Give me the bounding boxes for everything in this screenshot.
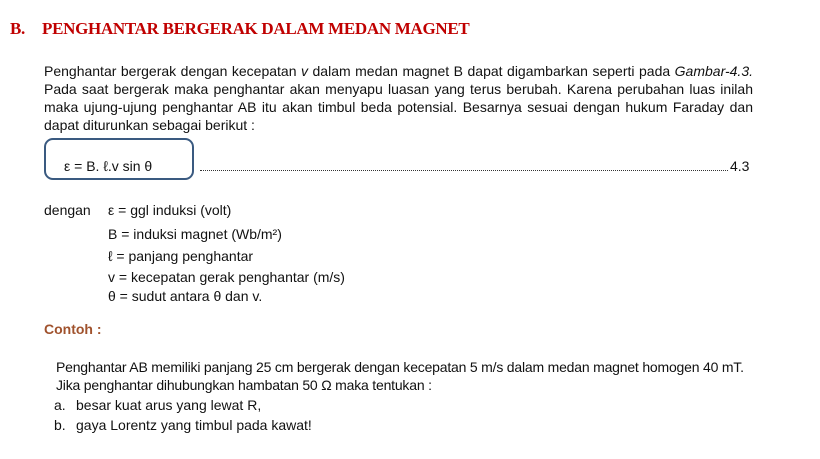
intro-text-1: Penghantar bergerak dengan kecepatan [44, 63, 301, 79]
section-title: PENGHANTAR BERGERAK DALAM MEDAN MAGNET [42, 19, 470, 38]
example-item-a [54, 397, 261, 413]
definition-magnetic-field: B = induksi magnet (Wb/m²) [108, 226, 282, 242]
item-label: b. [54, 417, 66, 433]
example-heading: Contoh : [44, 321, 102, 337]
definition-angle: θ = sudut antara θ dan v. [108, 288, 263, 304]
section-number: B. [10, 19, 25, 38]
intro-paragraph [44, 62, 753, 134]
definition-velocity: v = kecepatan gerak penghantar (m/s) [108, 269, 345, 285]
example-item-b [54, 417, 312, 433]
definition-length: ℓ = panjang penghantar [108, 248, 254, 264]
equation-number: 4.3 [730, 158, 750, 174]
definitions-label: dengan [44, 202, 91, 218]
item-text: gaya Lorentz yang timbul pada kawat! [76, 417, 312, 433]
intro-text-2: dalam medan magnet B dapat digambarkan seperti pada [308, 63, 675, 79]
figure-reference: Gambar-4.3. [674, 63, 753, 79]
velocity-symbol: v [301, 63, 308, 79]
section-heading [10, 19, 469, 39]
intro-text-3: Pada saat bergerak maka penghantar akan menyapu luasan yang terus berubah. Karena perubahan luas inilah maka ujung-ujung penghantar AB itu akan timbul beda potensial. Besarnya sesuai dengan hukum Faraday dan dapat diturunkan sebagai berikut : [44, 81, 753, 133]
dot-leader [200, 170, 728, 171]
item-label: a. [54, 397, 66, 413]
item-text: besar kuat arus yang lewat R, [76, 397, 262, 413]
formula: ε = B. ℓ.v sin θ [64, 158, 153, 174]
definition-emf: ε = ggl induksi (volt) [108, 202, 232, 218]
example-problem: Penghantar AB memiliki panjang 25 cm bergerak dengan kecepatan 5 m/s dalam medan magnet homogen 40 mT. Jika penghantar dihubungkan hambatan 50 Ω maka tentukan : [56, 359, 744, 393]
